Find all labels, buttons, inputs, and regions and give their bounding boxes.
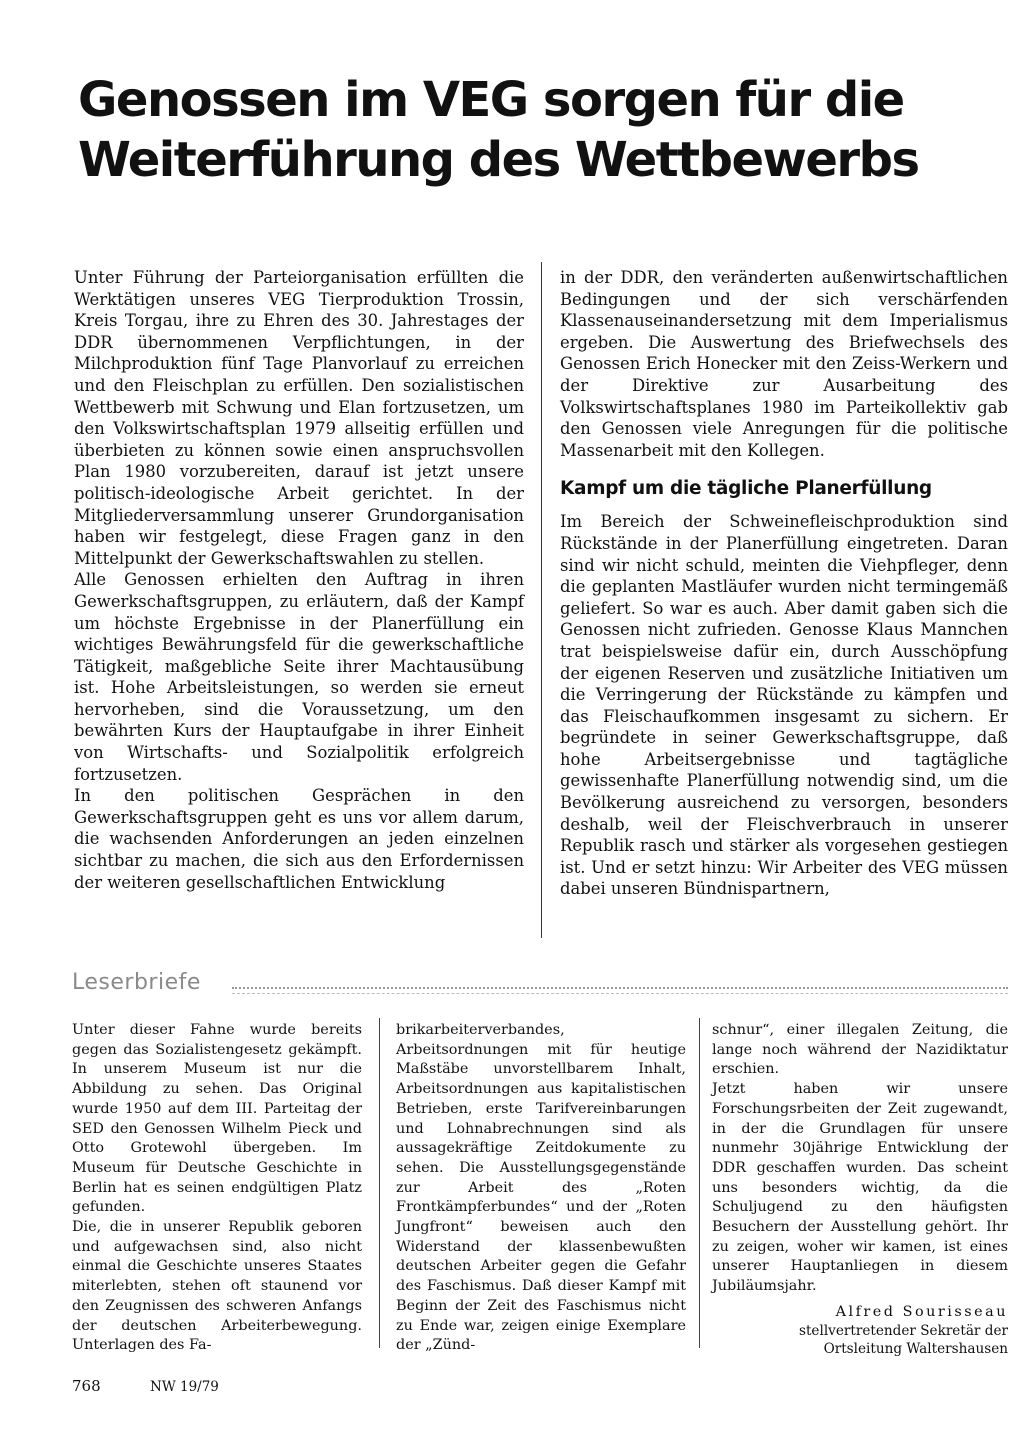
letter-paragraph: Die, die in unserer Republik geboren und aufgewachsen sind, also nicht einmal die Geschichte unseres Staates miterlebten, stehen oft staunend vor den Zeugnissen des schweren Anfangs der deutschen Arbeiterbewegung. Unterlagen des Fa- bbox=[72, 1219, 362, 1354]
headline-line-1: Genossen im VEG sorgen für die bbox=[78, 72, 904, 128]
letter-signature bbox=[712, 1302, 1008, 1358]
signature-role: Ortsleitung Waltershausen bbox=[823, 1341, 1008, 1357]
article-headline bbox=[78, 70, 1008, 190]
letter-paragraph: schnur“, einer illegalen Zeitung, die lange noch während der Nazidiktatur erschien. bbox=[712, 1022, 1008, 1078]
letter-paragraph: brikarbeiterverbandes, Arbeitsordnungen mit für heutige Maßstäbe unvorstellbarem Inhalt, Arbeitsordnungen aus kapitalistischen Betrieben, erste Tarifvereinbarungen und Lohnabrechnungen sind als aussagekräftige Zeitdokumente zu sehen. Die Ausstellungsgegenstände zur Arbeit des „Roten Frontkämpferbundes“ und der „Roten Jungfront“ beweisen auch den Widerstand der klassenbewußten deutschen Arbeiter gegen die Gefahr des Faschismus. Daß dieser Kampf mit Beginn der Zeit des Faschismus nicht zu Ende war, zeigen einige Exemplare der „Zünd- bbox=[396, 1022, 686, 1354]
article-paragraph: in der DDR, den veränderten außenwirtschaftlichen Bedingungen und der sich verschärfenden Klassenauseinandersetzung mit dem Imperialismus ergeben. Die Auswertung des Briefwechsels des Genossen Erich Honecker mit den Zeiss-Werkern und der Direktive zur Ausarbeitung des Volkswirtschaftsplanes 1980 im Parteikollektiv gab den Genossen viele Anregungen für die politische Massenarbeit mit den Kollegen. bbox=[560, 268, 1008, 460]
article-paragraph: Unter Führung der Parteiorganisation erfüllten die Werktätigen unseres VEG Tierproduktion Trossin, Kreis Torgau, ihre zu Ehren des 30. Jahrestages der DDR übernommenen Verpflichtungen, in der Milchproduktion fünf Tage Planvorlauf zu erreichen und den Fleischplan zu erfüllen. Den sozialistischen Wettbewerb mit Schwung und Elan fortzusetzen, um den Volkswirtschaftsplan 1979 allseitig erfüllen und überbieten zu können sowie einen anspruchsvollen Plan 1980 vorzubereiten, darauf ist jetzt unsere politisch-ideologische Arbeit gerichtet. In der Mitgliederversammlung unserer Grundorganisation haben wir festgelegt, diese Fragen ganz in den Mittelpunkt der Gewerkschaftswahlen zu stellen. bbox=[74, 268, 524, 568]
issue-reference: NW 19/79 bbox=[150, 1379, 219, 1395]
signature-name: Alfred Sourisseau bbox=[835, 1304, 1008, 1320]
article-column-1 bbox=[74, 267, 524, 893]
article-paragraph: Alle Genossen erhielten den Auftrag in ihren Gewerkschaftsgruppen, zu erläutern, daß der Kampf um höchste Ergebnisse in der Planerfüllung ein wichtiges Bewährungsfeld für die gewerkschaftliche Tätigkeit, maßgebliche Seite ihrer Machtausübung ist. Hohe Arbeitsleistungen, so werden sie erneut hervorheben, sind die Voraussetzung, um den bewährten Kurs der Hauptaufgabe in ihrer Einheit von Wirtschafts- und Sozialpolitik erfolgreich fortzusetzen. bbox=[74, 570, 524, 784]
letter-column-1 bbox=[72, 1021, 362, 1356]
letter-column-2 bbox=[396, 1021, 686, 1356]
signature-role: stellvertretender Sekretär der bbox=[798, 1323, 1008, 1339]
column-divider bbox=[699, 1018, 700, 1348]
column-divider bbox=[541, 262, 542, 938]
headline-line-2: Weiterführung des Wettbewerbs bbox=[78, 132, 919, 188]
letter-paragraph: Unter dieser Fahne wurde bereits gegen das Sozialistengesetz gekämpft. In unserem Museum ist nur die Abbildung zu sehen. Das Original wurde 1950 auf dem III. Parteitag der SED den Genossen Wilhelm Pieck und Otto Grotewohl übergeben. Im Museum für Deutsche Geschichte in Berlin hat es seinen endgültigen Platz gefunden. bbox=[72, 1022, 362, 1216]
column-divider bbox=[379, 1018, 380, 1348]
article-column-2 bbox=[560, 267, 1008, 900]
letter-paragraph: Jetzt haben wir unsere Forschungsrbeiten der Zeit zugewandt, in der die Grundlagen für unsere nunmehr 30jährige Entwicklung der DDR geschaffen wurden. Das scheint uns besonders wichtig, da die Schuljugend zu den häufigsten Besuchern der Ausstellung gehört. Ihr zu zeigen, woher wir kamen, ist eines unserer Hauptanliegen in diesem Jubiläumsjahr. bbox=[712, 1081, 1008, 1295]
letters-section-rule bbox=[232, 987, 1008, 994]
article-paragraph: In den politischen Gesprächen in den Gewerkschaftsgruppen geht es uns vor allem darum, die wachsenden Anforderungen an jeden einzelnen sichtbar zu machen, die sich aus den Erfordernissen der weiteren gesellschaftlichen Entwicklung bbox=[74, 786, 524, 892]
article-subheading: Kampf um die tägliche Planerfüllung bbox=[560, 478, 932, 500]
letter-column-3 bbox=[712, 1021, 1008, 1297]
article-paragraph: Im Bereich der Schweinefleischproduktion sind Rückstände in der Planerfüllung eingetreten. Daran sind wir nicht schuld, meinten die Viehpfleger, denn die geplanten Mastläufer wurden nicht termingemäß geliefert. So war es auch. Aber damit gaben sich die Genossen nicht zufrieden. Genosse Klaus Mannchen trat beispielsweise dafür ein, durch Ausschöpfung der eigenen Reserven und zusätzliche Initiativen um die Verringerung der Rückstände zu kämpfen und das Fleischaufkommen insgesamt zu sichern. Er begründete in seiner Gewerkschaftsgruppe, daß hohe Arbeitsergebnisse und tagtägliche gewissenhafte Planerfüllung notwendig sind, um die Bevölkerung ausreichend zu versorgen, besonders deshalb, weil der Fleischverbrauch in unserer Republik rasch und stärker als vorgesehen gestiegen ist. Und er setzt hinzu: Wir Arbeiter des VEG müssen dabei unseren Bündnispartnern, bbox=[560, 512, 1008, 899]
page-number: 768 bbox=[72, 1377, 101, 1395]
letters-section-label: Leserbriefe bbox=[72, 970, 201, 995]
